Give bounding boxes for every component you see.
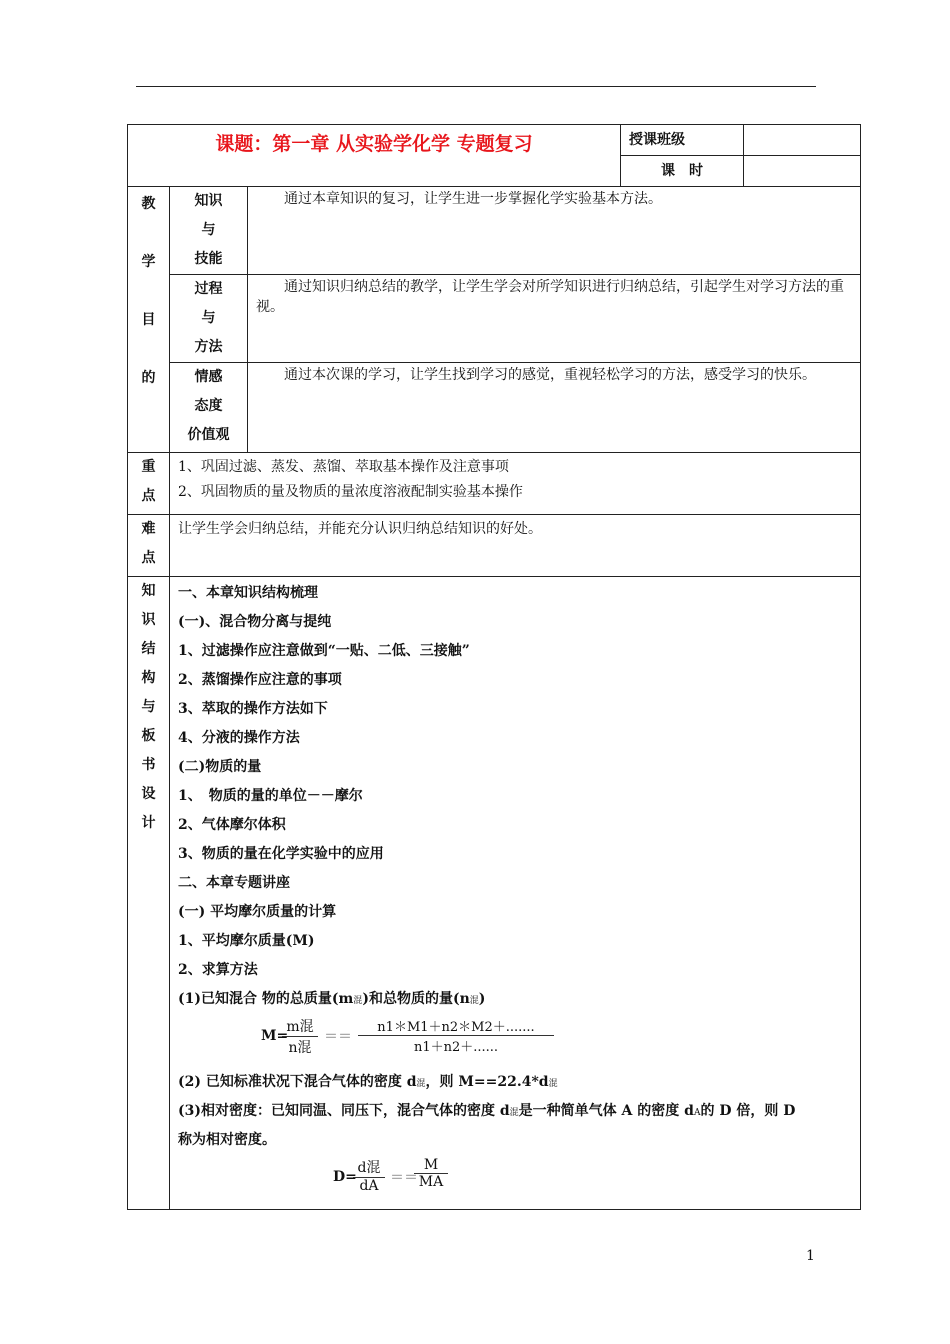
outline-line: 1、 物质的量的单位－－摩尔 — [178, 788, 363, 804]
fraction-numerator: n1＊M1＋n2＊M2＋....... — [358, 1016, 554, 1036]
outline-line: 1、过滤操作应注意做到“一贴、二低、三接触” — [178, 643, 470, 659]
formula-equals: ＝＝ — [390, 1170, 418, 1186]
subscript: 混 — [416, 1079, 426, 1089]
method-1-line — [178, 985, 852, 1014]
method-3-text: 是一种简单气体 A 的密度 d — [518, 1103, 694, 1119]
method-1-text: ) — [478, 991, 486, 1007]
method-2-text: (2) 已知标准状况下混合气体的密度 d — [178, 1074, 417, 1090]
objective-label-line: 与 — [201, 222, 216, 238]
formula-fraction — [353, 1157, 385, 1194]
objective-label-line: 过程 — [194, 281, 223, 297]
lesson-plan-table — [127, 124, 861, 1210]
fraction-numerator: M — [414, 1157, 448, 1174]
formula-lhs: D= — [333, 1169, 357, 1185]
outline-line: 4、分液的操作方法 — [178, 730, 300, 746]
board-label-char: 设 — [141, 786, 156, 802]
objective-label-line: 方法 — [194, 339, 223, 355]
board-label-char: 知 — [141, 583, 156, 599]
objective-label-line: 价值观 — [187, 427, 230, 443]
key-point-item: 1、巩固过滤、蒸发、蒸馏、萃取基本操作及注意事项 — [178, 459, 509, 475]
method-1-text: (1)已知混合 物的总质量(m — [178, 991, 354, 1007]
board-label-char: 结 — [141, 641, 156, 657]
board-design-label — [128, 577, 170, 1210]
fraction-denominator: n混 — [288, 1040, 312, 1056]
method-3-line — [178, 1097, 852, 1126]
objective-label-line: 情感 — [194, 369, 223, 385]
period-label: 课 时 — [621, 156, 744, 187]
outline-line: 2、求算方法 — [178, 962, 258, 978]
objectives-label-char: 学 — [141, 254, 156, 270]
method-2-text: ，则 M==22.4*d — [425, 1074, 549, 1090]
objective-label-line: 与 — [201, 310, 216, 326]
objective-label-line: 技能 — [194, 251, 223, 267]
board-label-char: 书 — [141, 757, 156, 773]
method-1-text: )和总物质的量(n — [362, 991, 470, 1007]
method-3-text: (3)相对密度：已知同温、同压下，混合气体的密度 d — [178, 1103, 510, 1119]
key-points-label — [128, 453, 170, 515]
objective-label-line: 知识 — [194, 193, 223, 209]
formula-fraction — [414, 1157, 448, 1190]
outline-line: 二、本章专题讲座 — [178, 875, 290, 891]
subscript: 混 — [548, 1079, 558, 1089]
outline-line: 3、物质的量在化学实验中的应用 — [178, 846, 384, 862]
formula-equals: ＝＝ — [324, 1029, 352, 1045]
page-number: 1 — [806, 1248, 815, 1264]
class-value — [744, 125, 861, 156]
subscript: A — [693, 1108, 701, 1118]
outline-line: (一) 平均摩尔质量的计算 — [178, 904, 337, 920]
objective-label-knowledge — [170, 187, 248, 275]
board-label-char: 与 — [141, 699, 156, 715]
board-label-char: 识 — [141, 612, 156, 628]
fraction-numerator: m混 — [282, 1016, 318, 1037]
fraction-numerator: d混 — [353, 1157, 385, 1178]
formula-fraction — [282, 1016, 318, 1057]
outline-line: 1、平均摩尔质量(M) — [178, 933, 315, 949]
difficulties-label-char: 点 — [141, 550, 156, 566]
formula-average-molar-mass — [178, 1014, 852, 1068]
method-3-line: 称为相对密度。 — [178, 1132, 276, 1148]
board-label-char: 板 — [141, 728, 156, 744]
fraction-denominator: n1＋n2＋...... — [413, 1040, 499, 1055]
board-label-char: 计 — [141, 815, 156, 831]
header-rule — [136, 86, 816, 87]
formula-lhs: M= — [261, 1028, 289, 1044]
objective-label-line: 态度 — [194, 398, 223, 414]
method-3-text: 的 D 倍，则 D — [700, 1103, 796, 1119]
board-design-content — [170, 577, 861, 1210]
objective-text-knowledge: 通过本章知识的复习，让学生进一步掌握化学实验基本方法。 — [248, 187, 861, 275]
outline-line: 3、萃取的操作方法如下 — [178, 701, 328, 717]
objective-text-attitude: 通过本次课的学习，让学生找到学习的感觉，重视轻松学习的方法，感受学习的快乐。 — [248, 363, 861, 453]
objective-label-attitude — [170, 363, 248, 453]
objectives-label — [128, 187, 170, 453]
key-points-label-char: 点 — [141, 488, 156, 504]
difficulties-label-char: 难 — [141, 521, 156, 537]
key-points-label-char: 重 — [141, 459, 156, 475]
objective-label-process — [170, 275, 248, 363]
outline-line: (一)、混合物分离与提纯 — [178, 614, 332, 630]
objectives-label-char: 目 — [141, 312, 156, 328]
difficulties-label — [128, 515, 170, 577]
fraction-denominator: MA — [418, 1174, 444, 1190]
objectives-label-char: 教 — [141, 196, 156, 212]
outline-line: (二)物质的量 — [178, 759, 262, 775]
key-points-content — [170, 453, 861, 515]
outline-line: 2、蒸馏操作应注意的事项 — [178, 672, 342, 688]
key-point-item: 2、巩固物质的量及物质的量浓度溶液配制实验基本操作 — [178, 484, 523, 500]
outline-line: 2、气体摩尔体积 — [178, 817, 286, 833]
outline-line: 一、本章知识结构梳理 — [178, 585, 318, 601]
formula-fraction — [358, 1016, 554, 1055]
formula-relative-density — [178, 1155, 852, 1207]
subscript: 混 — [353, 996, 363, 1006]
objective-text-process: 通过知识归纳总结的教学，让学生学会对所学知识进行归纳总结，引起学生对学习方法的重视。 — [248, 275, 861, 363]
difficulties-text: 让学生学会归纳总结，并能充分认识归纳总结知识的好处。 — [170, 515, 861, 577]
fraction-denominator: dA — [359, 1178, 379, 1194]
lesson-title: 课题：第一章 从实验学化学 专题复习 — [128, 125, 621, 187]
subscript: 混 — [509, 1108, 519, 1118]
board-label-char: 构 — [141, 670, 156, 686]
method-2-line — [178, 1068, 852, 1097]
class-label: 授课班级 — [621, 125, 744, 156]
period-value — [744, 156, 861, 187]
objectives-label-char: 的 — [141, 370, 156, 386]
subscript: 混 — [469, 996, 479, 1006]
